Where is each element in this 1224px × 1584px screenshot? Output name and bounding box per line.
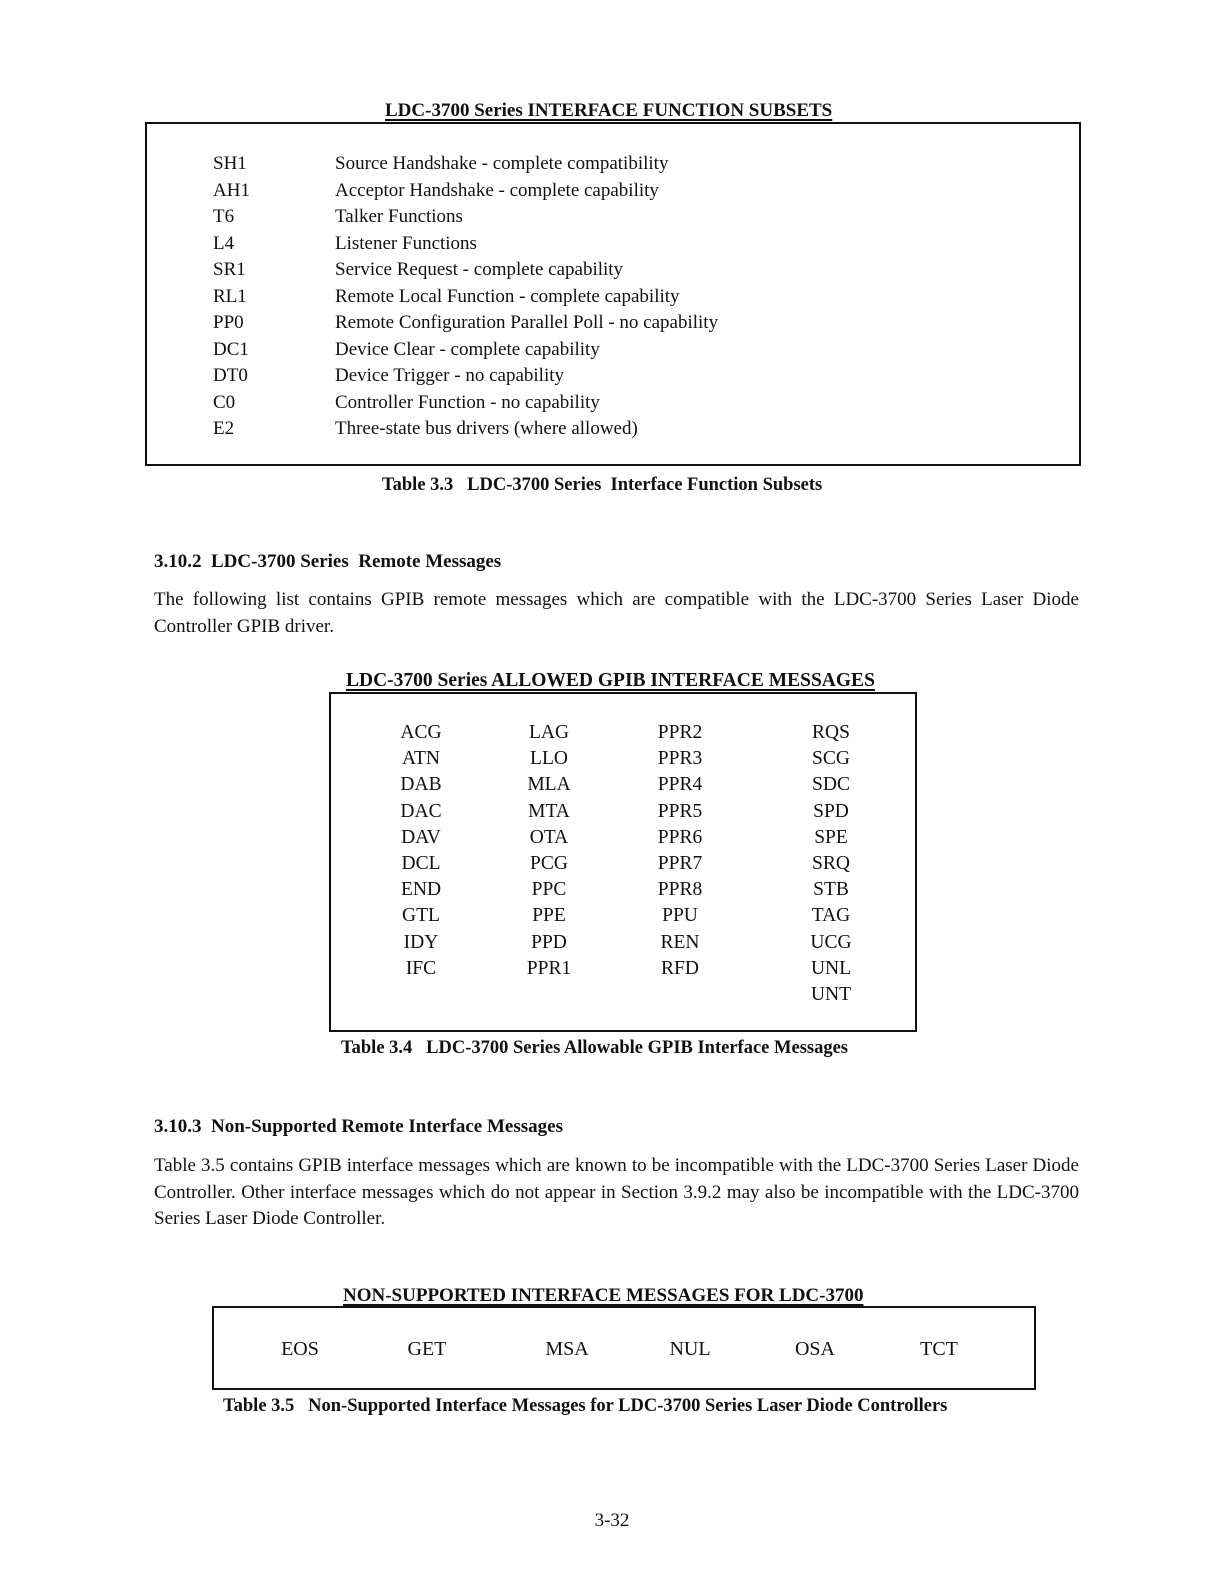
table-3-4-message: RFD [661,957,699,979]
table-3-4-message: DCL [401,853,441,874]
table-3-3-code: T6 [213,206,235,227]
table-3-3-code: SR1 [213,259,246,280]
table-3-4-message: PPR2 [657,722,703,743]
table-3-3-code: E2 [213,418,235,439]
table-3-5-message: TCT [920,1338,958,1360]
table-3-4-message: PPR3 [657,748,703,770]
table-3-4-message: SCG [812,748,850,770]
table-3-3-description: Acceptor Handshake - complete capability [335,179,659,201]
table-3-3-description: Controller Function - no capability [335,391,600,413]
section-3-10-3-paragraph: Table 3.5 contains GPIB interface messages which are known to be incompatible with the LDC-3700 Series Laser Diode Controller. Other interface messages which do not appear in Section 3.9.2 may also be incompatible with the LDC-3700 Series Laser Diode Controller. [154,1155,1079,1229]
table-3-4-message: GTL [402,905,440,927]
table-3-4-caption: Table 3.4 LDC-3700 Series Allowable GPIB Interface Messages [341,1038,848,1058]
table-3-4-message: UNT [810,984,852,1005]
table-3-4-message: PPR6 [657,826,703,848]
table-3-4-message: UNL [810,957,852,979]
table-3-4-message: PCG [530,853,568,874]
table-3-3-code: PP0 [213,312,244,333]
table-3-4-message: MLA [527,774,571,796]
section-3-10-2-paragraph: The following list contains GPIB remote messages which are compatible with the LDC-3700 Series Laser Diode Controller GPIB driver. [154,589,1079,637]
table-3-4-message: DAC [400,800,442,822]
table-3-3-description: Remote Local Function - complete capability [335,285,680,307]
table-3-3-code: L4 [213,232,235,254]
table-3-3-code: AH1 [213,179,250,201]
table-3-3-description: Source Handshake - complete compatibility [335,153,669,174]
table-3-4-message: END [400,879,442,901]
table-3-3-code: DT0 [213,365,248,386]
table-3-4-message: SPE [814,826,848,848]
table-3-4-message: PPU [662,905,698,927]
table-3-4-message: PPD [531,931,567,953]
table-3-3-description: Service Request - complete capability [335,259,624,280]
table-3-4-message: REN [660,931,700,953]
table-3-5-title: NON-SUPPORTED INTERFACE MESSAGES FOR LDC-3700 [343,1285,864,1306]
table-3-4-message: DAB [400,774,442,796]
table-3-4-message: STB [813,879,849,901]
table-3-3-description: Listener Functions [335,232,477,254]
table-3-4-message: ACG [400,722,442,743]
table-3-5-message: OSA [794,1338,835,1360]
table-3-4-message: PPR5 [657,800,703,822]
table-3-4-message: IFC [405,957,437,979]
table-3-4-message: PPE [532,905,566,927]
table-3-4-message: PPR1 [526,957,572,979]
table-3-4-message: ATN [402,748,440,770]
table-3-3-description: Three-state bus drivers (where allowed) [335,418,638,439]
table-3-3-description: Device Clear - complete capability [335,338,600,360]
table-3-4-message: PPR8 [657,879,703,901]
table-3-3-code: C0 [213,391,236,413]
table-3-5-message: NUL [669,1338,711,1360]
table-3-3-code: RL1 [213,285,247,307]
section-3-10-2-heading: 3.10.2 LDC-3700 Series Remote Messages [154,551,502,572]
table-3-5-message: GET [407,1338,447,1360]
table-3-3-description: Remote Configuration Parallel Poll - no capability [335,312,719,333]
table-3-4-message: SPD [813,800,849,822]
table-3-5-message: EOS [281,1338,319,1360]
section-3-10-3-heading: 3.10.3 Non-Supported Remote Interface Messages [154,1116,563,1137]
table-3-4-message: LAG [528,722,570,743]
table-3-4-message: UCG [810,931,852,953]
table-3-4-message: PPR7 [657,853,703,874]
table-3-4-message: LLO [530,748,568,770]
table-3-4-message: PPR4 [657,774,703,796]
table-3-4-message: RQS [812,722,850,743]
table-3-4-message: TAG [811,905,851,927]
table-3-5-message: MSA [545,1338,589,1360]
table-3-3-title: LDC-3700 Series INTERFACE FUNCTION SUBSETS [385,100,833,121]
table-3-3-description: Talker Functions [335,206,463,227]
table-3-4-title: LDC-3700 Series ALLOWED GPIB INTERFACE MESSAGES [346,670,875,691]
table-3-5-caption: Table 3.5 Non-Supported Interface Messages for LDC-3700 Series Laser Diode Controllers [223,1396,948,1416]
page-number: 3-32 [594,1510,630,1531]
table-3-3-caption: Table 3.3 LDC-3700 Series Interface Function Subsets [382,475,823,495]
table-3-3-code: SH1 [213,153,247,174]
table-3-4-message: SRQ [812,853,850,874]
table-3-4-message: PPC [531,879,567,901]
table-3-4-message: OTA [529,826,569,848]
table-3-4-message: MTA [528,800,570,822]
table-3-4-message: DAV [401,826,441,848]
table-3-3-code: DC1 [213,338,249,360]
table-3-3-description: Device Trigger - no capability [335,365,565,386]
table-3-4-message: IDY [403,931,439,953]
table-3-4-message: SDC [812,774,850,796]
